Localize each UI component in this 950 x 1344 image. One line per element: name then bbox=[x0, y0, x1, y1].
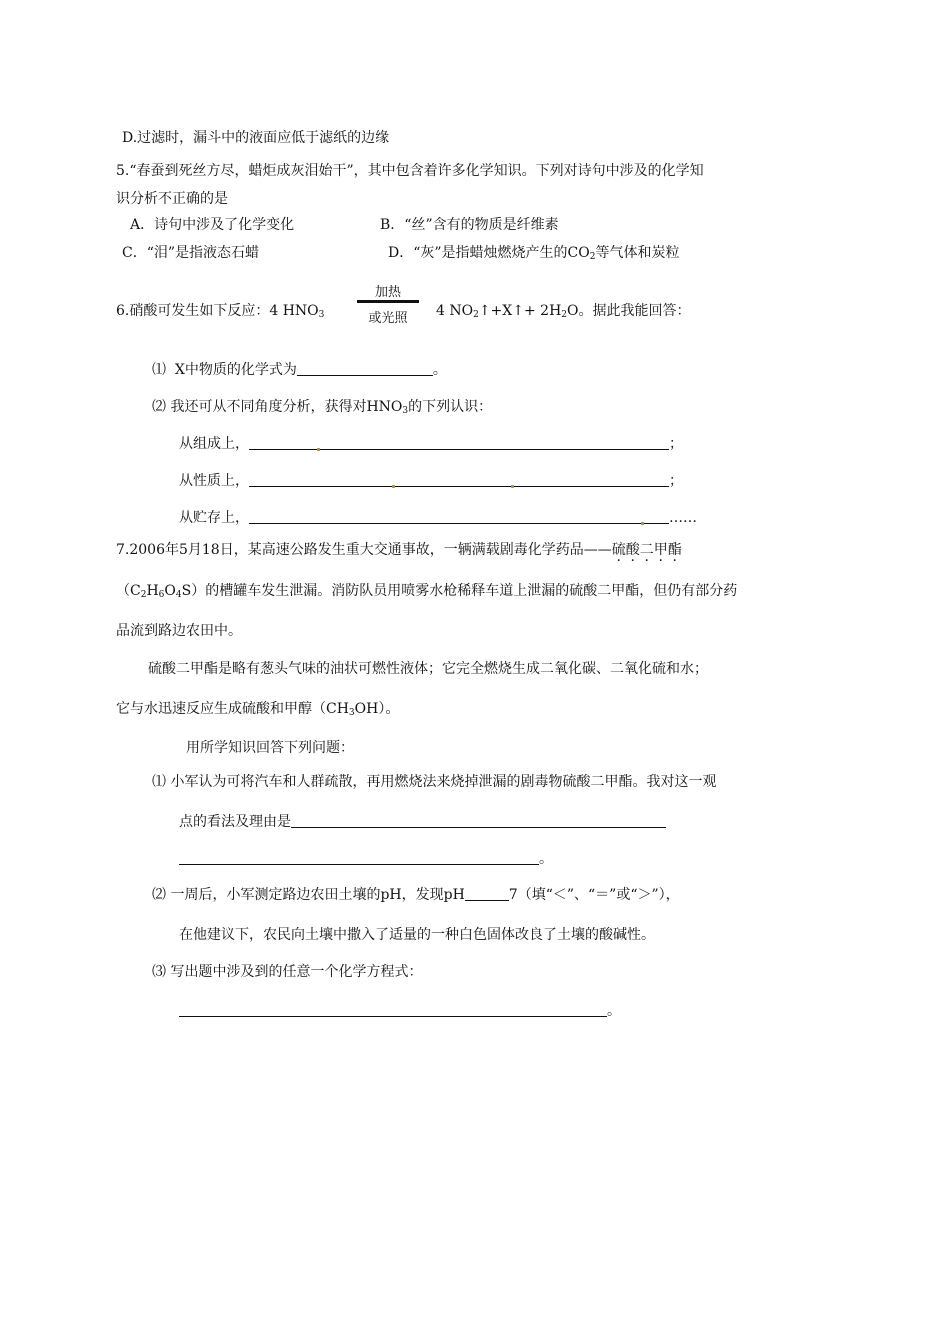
q6-from-composition: 从组成上， ； bbox=[179, 436, 683, 452]
q5-option-d: D．“灰”是指蜡烛燃烧产生的$CO_2$等气体和炭粒 bbox=[388, 245, 680, 262]
answer-blank[interactable] bbox=[249, 509, 669, 524]
answer-blank[interactable] bbox=[249, 472, 669, 487]
ink-dot bbox=[511, 485, 514, 488]
q7-para2-line1: 硫酸二甲酯是略有葱头气味的油状可燃性液体；它完全燃烧生成二氧化碳、二氧化硫和水； bbox=[148, 661, 708, 677]
q7-line2: $(C_2H_6O_4S)$的槽罐车发生泄漏。消防队员用喷雾水枪稀释车道上泄漏的硫酸二甲酯，但仍有部分药 bbox=[116, 583, 738, 600]
q6-from-storage: 从贮存上， …… bbox=[179, 510, 697, 526]
answer-blank[interactable] bbox=[179, 850, 539, 865]
q7-sub1-line3: 。 bbox=[179, 849, 553, 869]
ink-dot bbox=[392, 485, 395, 488]
answer-blank[interactable] bbox=[291, 813, 666, 828]
answer-blank[interactable] bbox=[179, 1002, 607, 1017]
q7-instruction: 用所学知识回答下列问题： bbox=[186, 740, 354, 756]
emphasis-char: 硫 bbox=[611, 542, 626, 558]
reaction-condition-top: 加热 bbox=[374, 285, 401, 300]
q7-sub1-line2: 点的看法及理由是 bbox=[179, 812, 666, 832]
q7-para2-line2: 它与水迅速反应生成硫酸和甲醇$(CH_3OH)$。 bbox=[116, 701, 400, 718]
ink-dot bbox=[317, 448, 320, 451]
q7-sub1-line1: ⑴ 小军认为可将汽车和人群疏散，再用燃烧法来烧掉泄漏的剧毒物硫酸二甲酯。我对这一观 bbox=[152, 774, 717, 790]
answer-blank[interactable] bbox=[297, 361, 433, 376]
q6-products: 4 $NO_2↑+X↑+ 2H_2O$。据此我能回答： bbox=[436, 303, 691, 320]
reaction-arrow bbox=[357, 300, 419, 303]
emphasis-char: 二 bbox=[639, 542, 654, 558]
q5-option-a: A．诗句中涉及了化学变化 bbox=[130, 217, 295, 233]
q6-from-property: 从性质上， ； bbox=[179, 473, 683, 489]
answer-blank[interactable] bbox=[249, 435, 669, 450]
q7-sub3: ⑶ 写出题中涉及到的任意一个化学方程式： bbox=[152, 964, 423, 980]
emphasis-char: 酯 bbox=[667, 542, 682, 558]
q7-sub2-line1: ⑵ 一周后，小军测定路边农田土壤的pH，发现pH 7（填“＜”、“＝”或“＞”）， bbox=[152, 887, 680, 903]
emphasis-char: 酸 bbox=[625, 542, 640, 558]
q6-reactants: 6.硝酸可发生如下反应：4 $HNO_3$ bbox=[116, 303, 325, 320]
reaction-condition-bottom: 或光照 bbox=[368, 311, 408, 326]
emphasis-char: 甲 bbox=[653, 542, 668, 558]
q5-stem-line1: 5.“春蚕到死丝方尽，蜡炬成灰泪始干”，其中包含着许多化学知识。下列对诗句中涉及的化学知 bbox=[116, 163, 704, 179]
q6-sub2: ⑵ 我还可从不同角度分析，获得对$HNO_3$的下列认识： bbox=[152, 399, 493, 416]
q7-line1: 7.2006年5月18日，某高速公路发生重大交通事故，一辆满载剧毒化学药品——硫酸二甲酯 bbox=[116, 542, 682, 558]
q7-sub3-line2: 。 bbox=[179, 1001, 621, 1021]
ink-dot bbox=[641, 522, 644, 525]
answer-blank[interactable] bbox=[465, 886, 509, 901]
q4-option-d: D.过滤时，漏斗中的液面应低于滤纸的边缘 bbox=[122, 130, 390, 146]
q7-sub2-line2: 在他建议下，农民向土壤中撒入了适量的一种白色固体改良了土壤的酸碱性。 bbox=[179, 927, 655, 943]
q5-stem-line2: 识分析不正确的是 bbox=[116, 191, 228, 207]
q5-option-c: C．“泪”是指液态石蜡 bbox=[122, 245, 260, 261]
q7-line3: 品流到路边农田中。 bbox=[116, 623, 242, 639]
q5-option-b: B．“丝”含有的物质是纤维素 bbox=[380, 217, 559, 233]
q6-sub1: ⑴ X中物质的化学式为 。 bbox=[152, 362, 447, 378]
